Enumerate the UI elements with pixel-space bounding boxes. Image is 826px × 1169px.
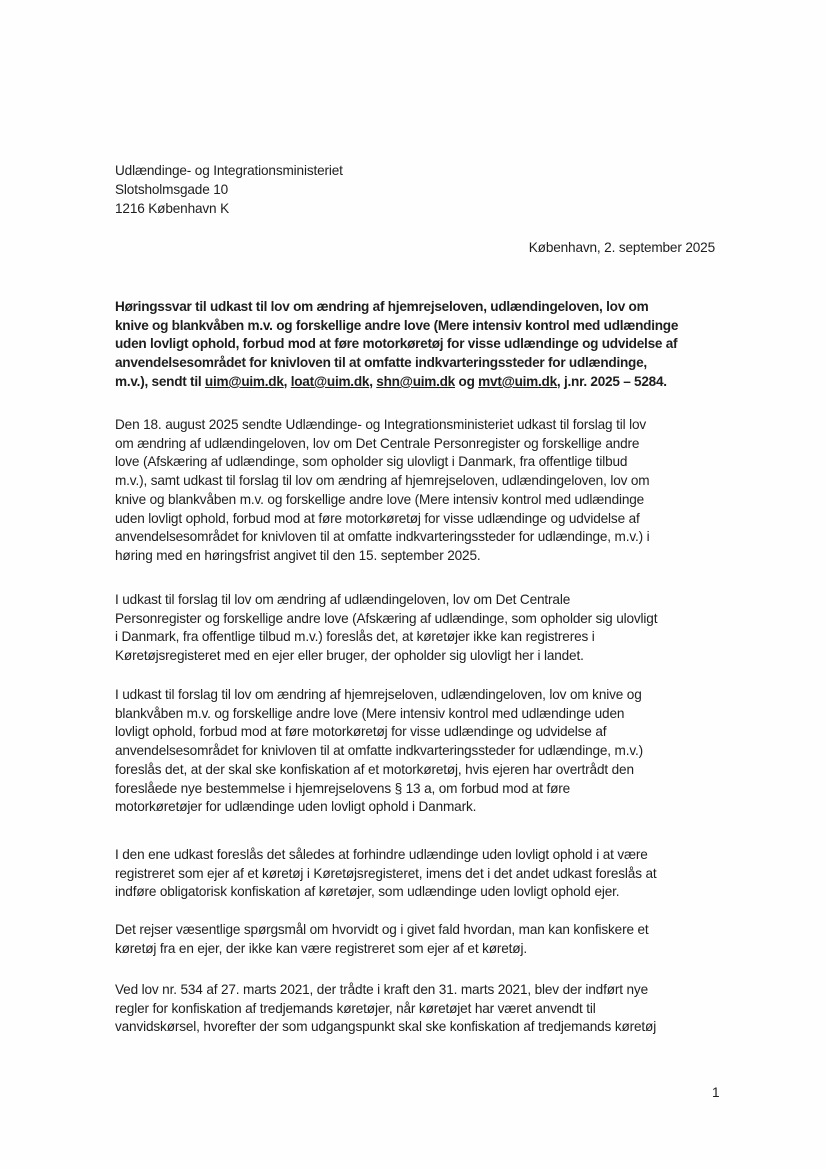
separator: og: [455, 373, 479, 389]
recipient-street: Slotsholmsgade 10: [115, 182, 229, 197]
separator: ,: [369, 373, 377, 389]
text-line: lovligt ophold, forbud mod at føre motorkøretøj for visse udlændinge og udvidelse af: [115, 724, 607, 740]
separator: ,: [283, 373, 291, 389]
recipient-address: [115, 161, 343, 218]
paragraph-5: [115, 921, 649, 958]
paragraph-4: [115, 846, 657, 902]
text-line: knive og blankvåben m.v. og forskellige andre love (Mere intensiv kontrol med udlændinge: [115, 491, 645, 507]
email-link-uim[interactable]: uim@uim.dk: [204, 373, 284, 389]
text-line: Køretøjsregisteret med en ejer eller bruger, der opholder sig ulovligt her i landet.: [115, 648, 584, 664]
text-line: høring med en høringsfrist angivet til den 15. september 2025.: [115, 547, 481, 563]
text-line: Ved lov nr. 534 af 27. marts 2021, der trådte i kraft den 31. marts 2021, blev der indført nye: [115, 982, 648, 997]
subject-text: m.v.), sendt til: [115, 373, 205, 389]
text-line: motorkøretøjer for udlændinge uden lovligt ophold i Danmark.: [115, 799, 477, 815]
text-line: anvendelsesområdet for knivloven til at omfatte indkvarteringssteder for udlændinge, m.v.): [115, 743, 643, 759]
paragraph-6: [115, 981, 656, 1037]
text-line: Personregister og forskellige andre love (Afskæring af udlændinge, som opholder sig ulovligt: [115, 610, 658, 626]
text-line: Den 18. august 2025 sendte Udlændinge- og Integrationsministeriet udkast til forslag til lov: [115, 417, 647, 432]
text-line: i Danmark, fra offentlige tilbud m.v.) foreslås det, at køretøjer ikke kan registreres i: [115, 629, 595, 645]
paragraph-1: [115, 416, 650, 566]
text-line: Det rejser væsentlige spørgsmål om hvorvidt og i givet fald hvordan, man kan konfiskere et: [115, 922, 649, 937]
text-line: vanvidskørsel, hvorefter der som udgangspunkt skal ske konfiskation af tredjemands køretøj: [115, 1019, 657, 1035]
text-line: I udkast til forslag til lov om ændring af hjemrejseloven, udlændingeloven, lov om knive og: [115, 687, 642, 702]
subject-text: , j.nr. 2025 – 5284.: [556, 373, 667, 389]
text-line: I den ene udkast foreslås det således at forhindre udlændinge uden lovligt ophold i at være: [115, 847, 648, 862]
text-line: foreslås det, at der skal ske konfiskation af et motorkøretøj, hvis ejeren har overtrådt den: [115, 761, 634, 777]
text-line: foreslåede nye bestemmelse i hjemrejselovens § 13 a, om forbud mod at føre: [115, 780, 571, 796]
recipient-name: Udlændinge- og Integrationsministeriet: [115, 163, 343, 178]
text-line: I udkast til forslag til lov om ændring af udlændingeloven, lov om Det Centrale: [115, 592, 571, 607]
subject-line: knive og blankvåben m.v. og forskellige andre love (Mere intensiv kontrol med udlændinge: [115, 317, 679, 333]
letter-date: København, 2. september 2025: [528, 240, 715, 255]
text-line: registreret som ejer af et køretøj i Køretøjsregisteret, imens det i det andet udkast foreslås at: [115, 865, 657, 881]
text-line: anvendelsesområdet for knivloven til at omfatte indkvarteringssteder for udlændinge, m.v.) i: [115, 529, 650, 545]
text-line: blankvåben m.v. og forskellige andre love (Mere intensiv kontrol med udlændinge uden: [115, 705, 625, 721]
text-line: m.v.), samt udkast til forslag til lov om ændring af hjemrejseloven, udlændingeloven, lov om: [115, 473, 650, 489]
text-line: love (Afskæring af udlændinge, som opholder sig ulovligt i Danmark, fra offentlige tilbud: [115, 454, 628, 470]
email-link-shn[interactable]: shn@uim.dk: [376, 373, 455, 389]
page-number: 1: [712, 1085, 720, 1100]
email-link-loat[interactable]: loat@uim.dk: [290, 373, 370, 389]
subject-line: [115, 373, 678, 392]
text-line: regler for konfiskation af tredjemands køretøjer, når køretøjet har været anvendt til: [115, 1000, 596, 1016]
recipient-city: 1216 København K: [115, 201, 229, 216]
email-link-mvt[interactable]: mvt@uim.dk: [478, 373, 557, 389]
subject-heading: [115, 298, 678, 392]
text-line: om ændring af udlændingeloven, lov om Det Centrale Personregister og forskellige andre: [115, 435, 640, 451]
paragraph-3: [115, 686, 643, 817]
text-line: indføre obligatorisk konfiskation af køretøjer, som udlændinge uden lovligt ophold ejer.: [115, 884, 620, 900]
subject-line: uden lovligt ophold, forbud mod at føre motorkøretøj for visse udlændinge og udvidelse af: [115, 336, 678, 352]
text-line: køretøj fra en ejer, der ikke kan være registreret som ejer af et køretøj.: [115, 940, 527, 956]
subject-line: anvendelsesområdet for knivloven til at omfatte indkvarteringssteder for udlændinge,: [115, 355, 647, 371]
text-line: uden lovligt ophold, forbud mod at føre motorkøretøj for visse udlændinge og udvidelse af: [115, 510, 640, 526]
subject-line: Høringssvar til udkast til lov om ændring af hjemrejseloven, udlændingeloven, lov om: [115, 299, 649, 314]
paragraph-2: [115, 591, 657, 666]
